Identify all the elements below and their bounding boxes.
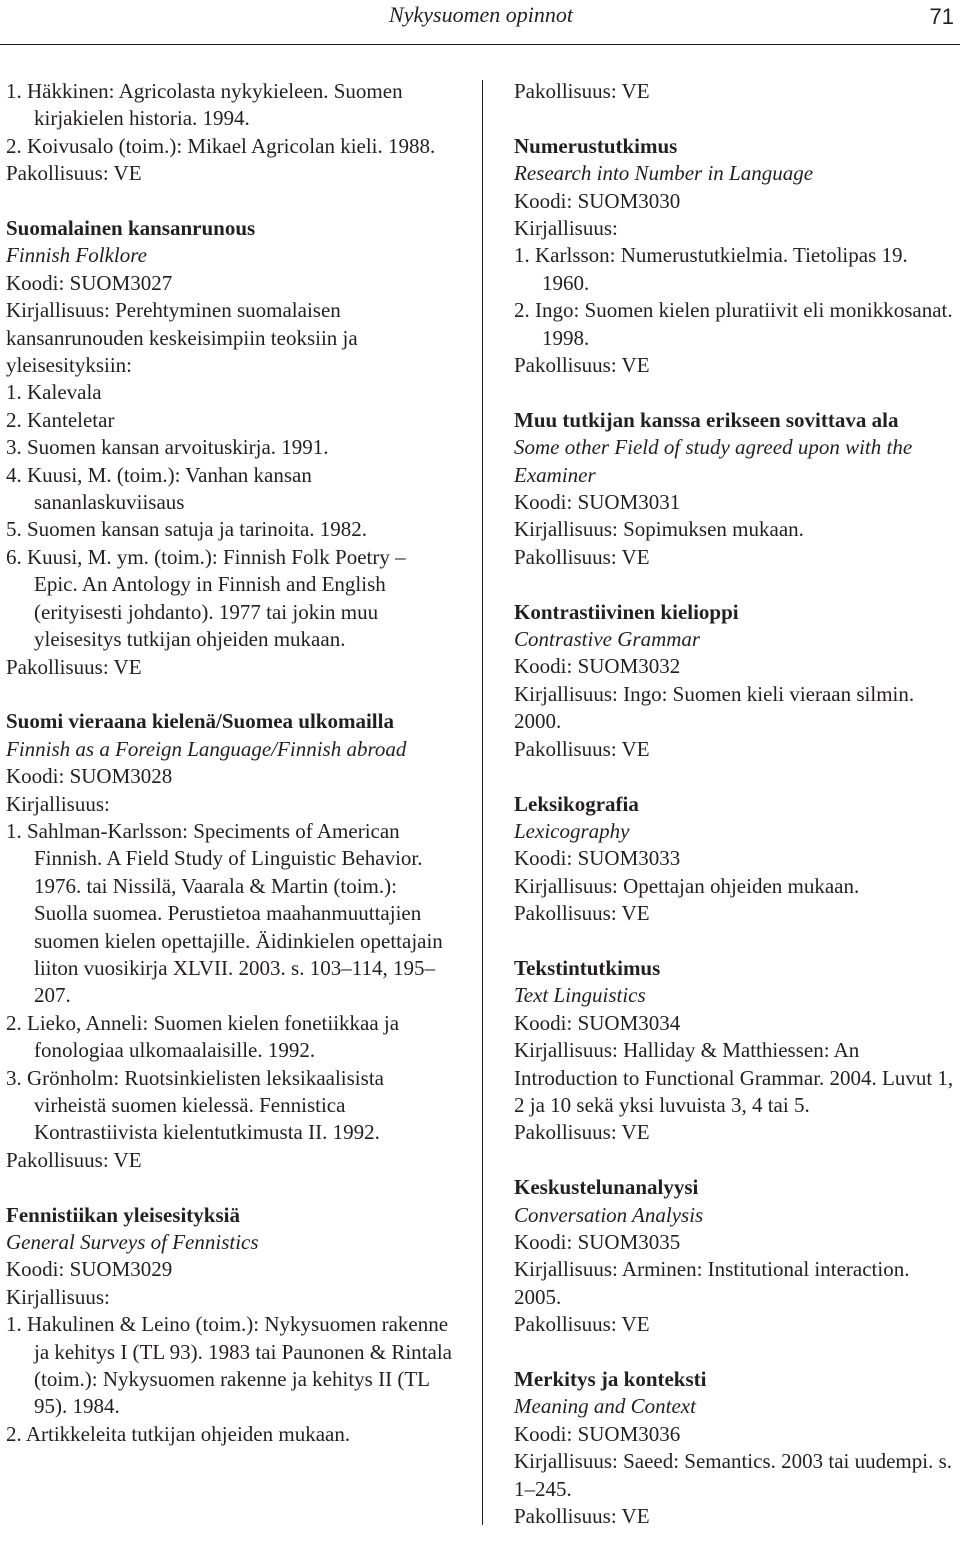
page-header: [0, 0, 960, 44]
course-literature: Kirjallisuus: Sopimuksen mukaan.: [514, 517, 804, 542]
course-title-english: Conversation Analysis: [514, 1202, 704, 1227]
literature-item: 6. Kuusi, M. ym. (toim.): Finnish Folk Poetry – Epic. An Antology in Finnish and English (erityisesti johdanto). 1977 tai jokin muu yleisesitys tutkijan ohjeiden mukaan.: [6, 544, 406, 652]
requirement: Pakollisuus: VE: [6, 1147, 142, 1172]
course-literature: Kirjallisuus:: [6, 791, 110, 816]
course-title: Suomalainen kansanrunous: [6, 216, 256, 241]
course-title-english: Text Linguistics: [514, 983, 646, 1008]
literature-item: 1. Hakulinen & Leino (toim.): Nykysuomen rakenne ja kehitys I (TL 93). 1983 tai Paunonen & Rintala (toim.): Nykysuomen rakenne ja kehitys II (TL 95). 1984.: [6, 1312, 452, 1419]
left-column: [6, 78, 452, 1476]
intro-literature-continuation: [6, 78, 452, 188]
course-code: Koodi: SUOM3032: [514, 654, 681, 679]
course-suom3030: [514, 133, 958, 380]
course-suom3029: [6, 1202, 452, 1449]
literature-item: 2. Kanteletar: [6, 407, 115, 432]
course-code: Koodi: SUOM3028: [6, 764, 173, 789]
course-suom3028: [6, 708, 452, 1174]
course-title: Suomi vieraana kielenä/Suomea ulkomailla: [6, 709, 394, 734]
course-title: Numerustutkimus: [514, 133, 678, 158]
course-code: Koodi: SUOM3036: [514, 1421, 681, 1446]
requirement: Pakollisuus: VE: [514, 544, 650, 569]
literature-item: 5. Suomen kansan satuja ja tarinoita. 1982.: [6, 517, 368, 542]
course-suom3031: [514, 407, 958, 571]
course-code: Koodi: SUOM3030: [514, 188, 681, 213]
course-title: Keskustelunanalyysi: [514, 1175, 699, 1200]
literature-item: 3. Suomen kansan arvoituskirja. 1991.: [6, 435, 329, 460]
course-title: Tekstintutkimus: [514, 955, 661, 980]
previous-course-requirement: [514, 78, 958, 105]
course-code: Koodi: SUOM3033: [514, 846, 681, 871]
header-rule: [0, 44, 960, 45]
course-title-english: Some other Field of study agreed upon with the Examiner: [514, 435, 913, 487]
course-title-english: Contrastive Grammar: [514, 627, 701, 652]
course-title-english: Meaning and Context: [514, 1394, 696, 1419]
course-title: Muu tutkijan kanssa erikseen sovittava ala: [514, 407, 899, 432]
course-title-english: Finnish as a Foreign Language/Finnish abroad: [6, 736, 407, 761]
course-literature: Kirjallisuus: Perehtyminen suomalaisen kansanrunouden keskeisimpiin teoksiin ja yleisesityksiin:: [6, 298, 358, 378]
course-code: Koodi: SUOM3031: [514, 490, 681, 515]
requirement: Pakollisuus: VE: [6, 161, 142, 186]
literature-item: 2. Artikkeleita tutkijan ohjeiden mukaan.: [6, 1421, 351, 1446]
right-column: [514, 78, 958, 1558]
literature-item: 2. Ingo: Suomen kielen pluratiivit eli monikkosanat. 1998.: [514, 298, 953, 350]
course-code: Koodi: SUOM3027: [6, 270, 173, 295]
literature-item: 1. Kalevala: [6, 380, 102, 405]
requirement: Pakollisuus: VE: [514, 1504, 650, 1529]
literature-item: 1. Sahlman-Karlsson: Speciments of American Finnish. A Field Study of Linguistic Behavior. 1976. tai Nissilä, Vaarala & Martin (toim.): Suolla suomea. Perustietoa maahanmuuttajien suomen kielen opettajille. Äidinkielen opettajain liiton vuosikirja XLVII. 2003. s. 103–114, 195–207.: [6, 818, 443, 1008]
course-title: Leksikografia: [514, 791, 639, 816]
course-literature: Kirjallisuus: Opettajan ohjeiden mukaan.: [514, 873, 860, 898]
course-title-english: Finnish Folklore: [6, 243, 147, 268]
course-literature: Kirjallisuus: Halliday & Matthiessen: An Introduction to Functional Grammar. 2004. Luvut 1, 2 ja 10 sekä yksi luvuista 3, 4 tai 5.: [514, 1038, 954, 1117]
course-literature: Kirjallisuus: Ingo: Suomen kieli vieraan silmin. 2000.: [514, 681, 915, 734]
course-literature: Kirjallisuus: Saeed: Semantics. 2003 tai uudempi. s. 1–245.: [514, 1449, 953, 1501]
course-title-english: Research into Number in Language: [514, 161, 814, 186]
requirement: Pakollisuus: VE: [514, 736, 650, 761]
course-title: Kontrastiivinen kielioppi: [514, 599, 739, 624]
course-suom3035: [514, 1174, 958, 1338]
literature-item: 1. Häkkinen: Agricolasta nykykieleen. Suomen kirjakielen historia. 1994.: [6, 79, 403, 131]
literature-item: 4. Kuusi, M. (toim.): Vanhan kansan sananlaskuviisaus: [6, 462, 312, 515]
requirement: Pakollisuus: VE: [514, 353, 650, 378]
course-title-english: General Surveys of Fennistics: [6, 1230, 259, 1255]
requirement: Pakollisuus: VE: [514, 1120, 650, 1145]
course-literature: Kirjallisuus:: [6, 1284, 110, 1309]
requirement: Pakollisuus: VE: [514, 79, 650, 103]
course-literature: Kirjallisuus:: [514, 216, 618, 241]
course-suom3027: [6, 215, 452, 681]
literature-item: 3. Grönholm: Ruotsinkielisten leksikaalisista virheistä suomen kielessä. Fennistica Kontrastiivista kielentutkimusta II. 1992.: [6, 1065, 384, 1145]
course-title: Merkitys ja konteksti: [514, 1366, 707, 1391]
page-number: 71: [929, 4, 954, 29]
column-divider: [482, 80, 483, 1525]
course-code: Koodi: SUOM3035: [514, 1229, 681, 1254]
course-literature: Kirjallisuus: Arminen: Institutional interaction. 2005.: [514, 1257, 910, 1309]
requirement: Pakollisuus: VE: [514, 901, 650, 926]
course-code: Koodi: SUOM3034: [514, 1010, 681, 1035]
course-suom3032: [514, 599, 958, 763]
literature-item: 2. Koivusalo (toim.): Mikael Agricolan kieli. 1988.: [6, 133, 436, 158]
literature-item: 1. Karlsson: Numerustutkielmia. Tietolipas 19. 1960.: [514, 243, 908, 295]
requirement: Pakollisuus: VE: [514, 1312, 650, 1337]
requirement: Pakollisuus: VE: [6, 654, 142, 679]
course-title-english: Lexicography: [514, 818, 630, 843]
running-title: Nykysuomen opinnot: [389, 2, 573, 27]
course-code: Koodi: SUOM3029: [6, 1257, 173, 1282]
course-suom3033: [514, 791, 958, 928]
course-suom3036: [514, 1366, 958, 1530]
course-title: Fennistiikan yleisesityksiä: [6, 1202, 240, 1227]
literature-item: 2. Lieko, Anneli: Suomen kielen fonetiikkaa ja fonologiaa ulkomaalaisille. 1992.: [6, 1010, 400, 1063]
course-suom3034: [514, 955, 958, 1147]
